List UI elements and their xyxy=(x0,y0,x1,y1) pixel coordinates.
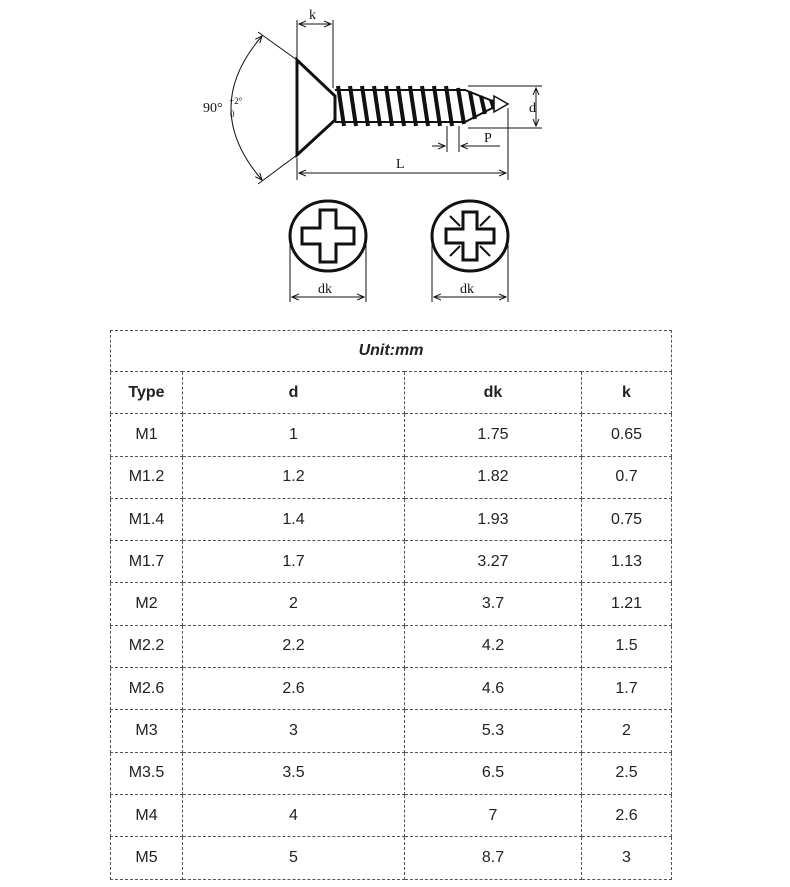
table-row xyxy=(111,541,672,583)
k-cell: 2.6 xyxy=(582,794,672,836)
dk-label-right: dk xyxy=(460,282,474,297)
k-cell: 1.13 xyxy=(582,541,672,583)
d-cell: 3 xyxy=(183,710,405,752)
dk-cell: 6.5 xyxy=(405,752,582,794)
k-cell: 1.5 xyxy=(582,625,672,667)
unit-label: Unit:mm xyxy=(111,331,672,372)
angle-tolerance-bottom: 0 xyxy=(230,109,235,119)
type-cell: M1.7 xyxy=(111,541,183,583)
table-row xyxy=(111,794,672,836)
angle-dimension xyxy=(231,32,297,184)
d-cell: 1 xyxy=(183,414,405,456)
l-label: L xyxy=(396,157,405,172)
dk-cell: 4.2 xyxy=(405,625,582,667)
dk-cell: 3.7 xyxy=(405,583,582,625)
k-cell: 3 xyxy=(582,837,672,879)
type-cell: M1.2 xyxy=(111,456,183,498)
k-label: k xyxy=(309,8,316,23)
type-cell: M5 xyxy=(111,837,183,879)
dk-cell: 8.7 xyxy=(405,837,582,879)
dk-cell: 1.82 xyxy=(405,456,582,498)
k-cell: 1.7 xyxy=(582,668,672,710)
type-cell: M2.2 xyxy=(111,625,183,667)
table-row xyxy=(111,837,672,879)
type-cell: M2.6 xyxy=(111,668,183,710)
d-cell: 5 xyxy=(183,837,405,879)
table-row xyxy=(111,498,672,540)
d-cell: 1.2 xyxy=(183,456,405,498)
table-row xyxy=(111,710,672,752)
header-row xyxy=(111,372,672,414)
d-cell: 2.6 xyxy=(183,668,405,710)
d-cell: 4 xyxy=(183,794,405,836)
header-d: d xyxy=(183,372,405,414)
dk-cell: 7 xyxy=(405,794,582,836)
screw-side-view xyxy=(297,60,508,155)
table-row xyxy=(111,456,672,498)
d-cell: 1.7 xyxy=(183,541,405,583)
type-cell: M3 xyxy=(111,710,183,752)
screw-technical-drawing xyxy=(0,0,790,320)
k-cell: 2.5 xyxy=(582,752,672,794)
table-row xyxy=(111,625,672,667)
table-row xyxy=(111,668,672,710)
type-cell: M2 xyxy=(111,583,183,625)
k-cell: 0.7 xyxy=(582,456,672,498)
table-row xyxy=(111,414,672,456)
type-cell: M3.5 xyxy=(111,752,183,794)
d-label: d xyxy=(529,101,536,116)
p-label: P xyxy=(484,131,492,146)
d-cell: 1.4 xyxy=(183,498,405,540)
header-dk: dk xyxy=(405,372,582,414)
dk-cell: 1.93 xyxy=(405,498,582,540)
k-cell: 0.75 xyxy=(582,498,672,540)
screw-head xyxy=(297,60,335,155)
angle-label: 90° xyxy=(203,101,223,116)
type-cell: M4 xyxy=(111,794,183,836)
header-k: k xyxy=(582,372,672,414)
dk-cell: 4.6 xyxy=(405,668,582,710)
k-cell: 1.21 xyxy=(582,583,672,625)
unit-row xyxy=(111,331,672,372)
dk-cell: 3.27 xyxy=(405,541,582,583)
type-cell: M1.4 xyxy=(111,498,183,540)
dk-cell: 5.3 xyxy=(405,710,582,752)
k-cell: 0.65 xyxy=(582,414,672,456)
table-row xyxy=(111,752,672,794)
header-type: Type xyxy=(111,372,183,414)
dimension-table xyxy=(110,330,672,880)
d-cell: 2.2 xyxy=(183,625,405,667)
dk-cell: 1.75 xyxy=(405,414,582,456)
table-row xyxy=(111,583,672,625)
d-cell: 2 xyxy=(183,583,405,625)
d-cell: 3.5 xyxy=(183,752,405,794)
k-cell: 2 xyxy=(582,710,672,752)
type-cell: M1 xyxy=(111,414,183,456)
angle-tolerance-top: +2° xyxy=(229,96,243,106)
dk-label-left: dk xyxy=(318,282,332,297)
